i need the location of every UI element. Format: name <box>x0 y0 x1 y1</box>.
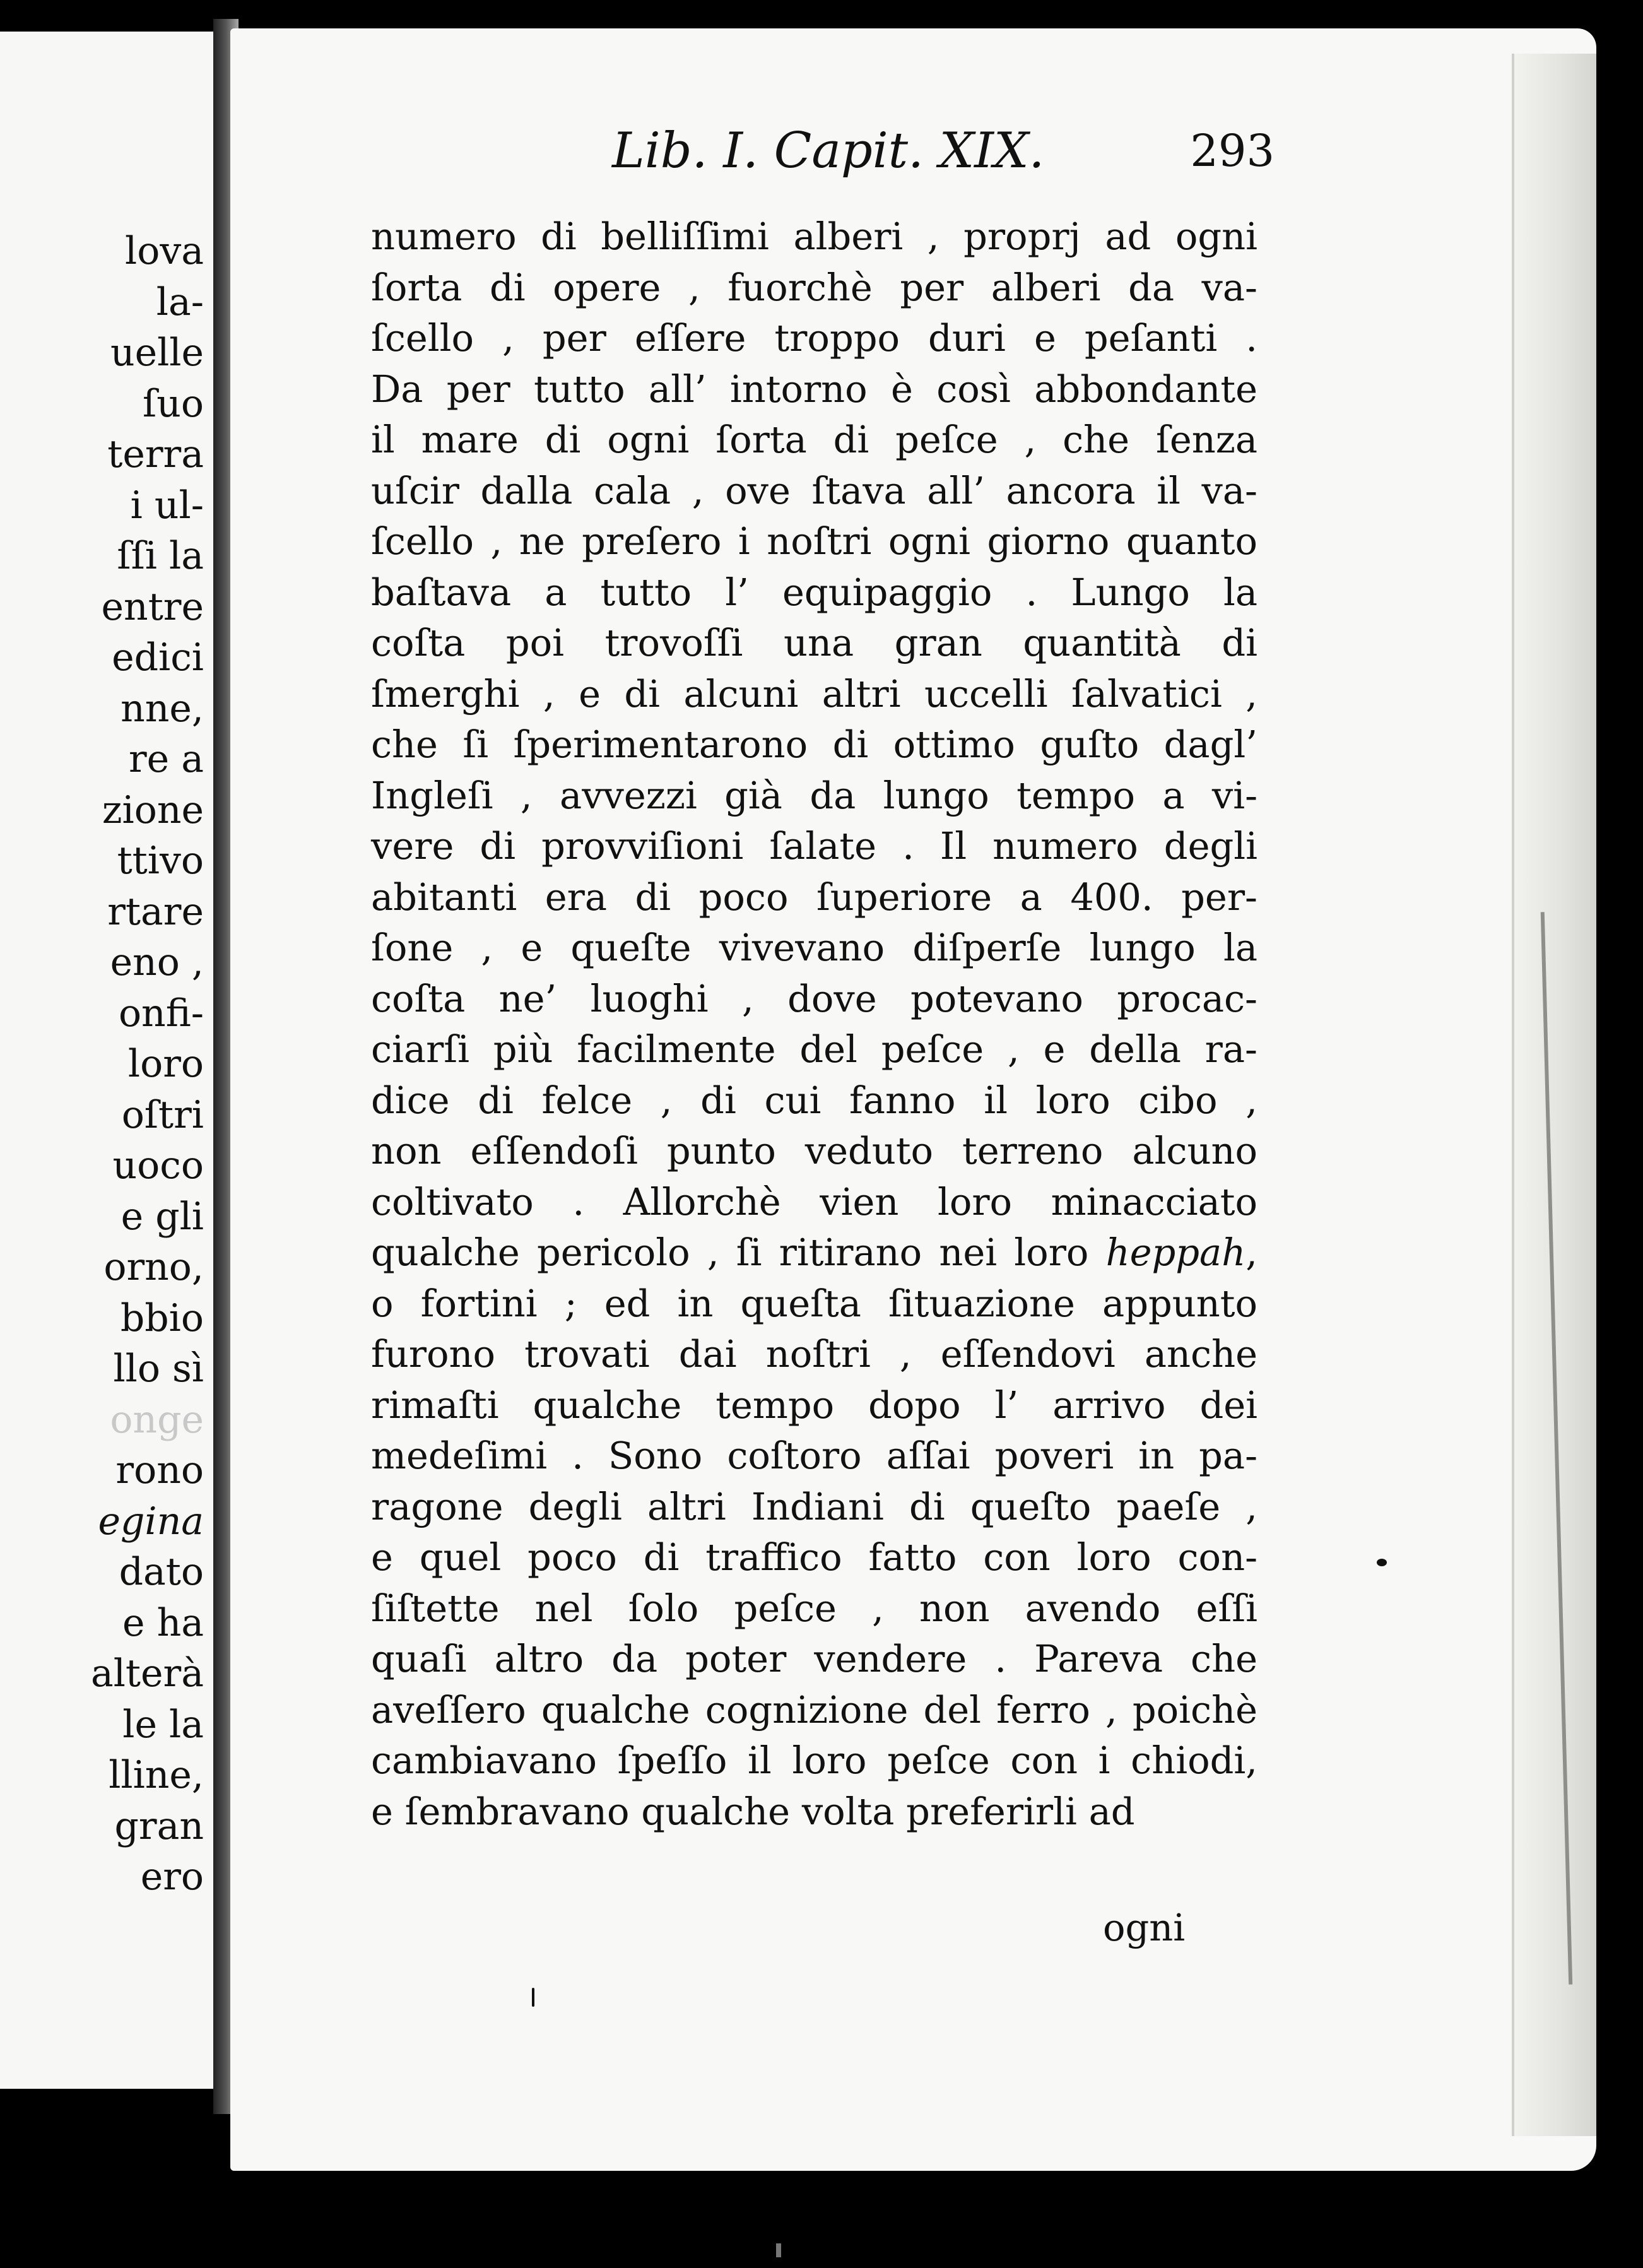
left-line-fragment: egina <box>98 1499 204 1544</box>
left-line-fragment: rono <box>115 1448 204 1492</box>
text-line: Ingleſi , avvezzi già da lungo tempo a vi- <box>371 773 1257 817</box>
text-line: quaſi altro da poter vendere . Pareva che <box>371 1637 1257 1680</box>
left-line-fragment: entre <box>101 584 204 629</box>
left-line-fragment: eno , <box>110 940 204 984</box>
text-line: uſcir dalla cala , ove ſtava all’ ancora il va- <box>371 468 1257 512</box>
page-body-text <box>371 211 1257 1837</box>
page-fold <box>1512 54 1596 2136</box>
left-line-fragment: ſuo <box>143 381 204 426</box>
left-line-fragment: loro <box>127 1042 204 1086</box>
text-line: baſtava a tutto l’ equipaggio . Lungo la <box>371 570 1257 614</box>
left-page <box>0 32 218 2089</box>
italic-term: heppah <box>1105 1231 1246 1274</box>
ink-speck <box>532 1988 534 2007</box>
text-line: ſone , e queſte vivevano diſperſe lungo la <box>371 926 1257 969</box>
running-head-title: Lib. I. Capit. XIX. <box>612 122 1045 179</box>
left-line-fragment: ero <box>140 1855 204 1899</box>
text-line: furono trovati dai noſtri , eſſendovi anche <box>371 1332 1257 1376</box>
text-line: ſiſtette nel ſolo peſce , non avendo eſſi <box>371 1586 1257 1630</box>
left-line-fragment: uelle <box>110 331 204 375</box>
left-line-fragment: e gli <box>121 1194 204 1239</box>
left-line-fragment: re a <box>128 737 204 781</box>
text-line: coſta ne’ luoghi , dove potevano procac- <box>371 976 1257 1020</box>
left-line-fragment: le la <box>122 1702 204 1747</box>
running-head <box>372 122 1275 196</box>
left-line-fragment: oſtri <box>121 1092 204 1137</box>
text-line: che ſi ſperimentarono di ottimo guſto dagl’ <box>371 723 1257 766</box>
left-line-fragment: e ha <box>122 1600 204 1645</box>
left-line-fragment: orno, <box>103 1245 204 1289</box>
left-line-fragment: rtare <box>107 889 204 934</box>
page-number: 293 <box>1190 125 1275 177</box>
text-line: e quel poco di traffico fatto con loro con- <box>371 1535 1257 1579</box>
left-line-fragment: onge <box>110 1397 204 1442</box>
text-line: qualche pericolo , ſi ritirano nei loro heppah, <box>371 1231 1257 1274</box>
text-line: cambiavano ſpeſſo il loro peſce con i chiodi, <box>371 1739 1257 1782</box>
left-line-fragment: nne, <box>121 686 204 731</box>
text-line: ſorta di opere , fuorchè per alberi da va- <box>371 265 1257 309</box>
left-line-fragment: alterà <box>90 1651 204 1696</box>
left-line-fragment: gran <box>114 1804 204 1848</box>
text-line: o fortini ; ed in queſta ſituazione appunto <box>371 1281 1257 1325</box>
text-line: coſta poi trovoſſi una gran quantità di <box>371 621 1257 664</box>
left-line-fragment: edici <box>112 635 204 680</box>
left-line-fragment: ttivo <box>117 839 204 883</box>
text-line: ſcello , per eſſere troppo duri e peſanti . <box>371 316 1257 360</box>
text-line: vere di provviſioni ſalate . Il numero degli <box>371 824 1257 868</box>
left-line-fragment: onfi- <box>118 991 204 1036</box>
left-line-fragment: lova <box>125 229 204 273</box>
left-line-fragment: lline, <box>109 1753 204 1797</box>
ink-speck <box>1377 1559 1387 1566</box>
left-line-fragment: ſſi la <box>117 534 204 578</box>
scan-edge-mark <box>776 2243 781 2257</box>
left-line-fragment: la- <box>156 280 204 324</box>
text-line: numero di belliſſimi alberi , proprj ad ogni <box>371 215 1257 258</box>
text-line: ciarſi più facilmente del peſce , e della ra- <box>371 1027 1257 1071</box>
text-line: il mare di ogni ſorta di peſce , che ſenza <box>371 418 1257 461</box>
left-line-fragment: i ul- <box>130 483 204 528</box>
text-line: ſmerghi , e di alcuni altri uccelli ſalvatici , <box>371 671 1257 716</box>
text-line: ſcello , ne preſero i noſtri ogni giorno quanto <box>371 519 1257 563</box>
text-line: medeſimi . Sono coſtoro aſſai poveri in pa- <box>371 1434 1257 1477</box>
text-line: dice di felce , di cui fanno il loro cibo , <box>371 1078 1257 1122</box>
left-line-fragment: zione <box>102 788 204 832</box>
text-line: abitanti era di poco ſuperiore a 400. per- <box>371 875 1257 919</box>
text-line: rimaſti qualche tempo dopo l’ arrivo dei <box>371 1383 1257 1427</box>
text-line: non eſſendoſi punto veduto terreno alcuno <box>371 1129 1257 1172</box>
text-line: Da per tutto all’ intorno è così abbondante <box>371 367 1257 411</box>
text-line: coltivato . Allorchè vien loro minacciato <box>371 1179 1257 1224</box>
text-line: e ſembravano qualche volta preferirli ad <box>371 1789 1135 1833</box>
left-line-fragment: llo sì <box>113 1347 204 1391</box>
left-line-fragment: dato <box>119 1550 204 1594</box>
text-line: aveſſero qualche cognizione del ferro , poichè <box>371 1687 1257 1732</box>
left-line-fragment: uoco <box>112 1143 204 1188</box>
scan-border <box>0 2171 1643 2268</box>
catchword: ogni <box>1103 1906 1186 1949</box>
text-line: ragone degli altri Indiani di queſto paeſe , <box>371 1484 1257 1528</box>
left-line-fragment: bbio <box>120 1296 204 1340</box>
left-line-fragment: terra <box>107 432 204 476</box>
